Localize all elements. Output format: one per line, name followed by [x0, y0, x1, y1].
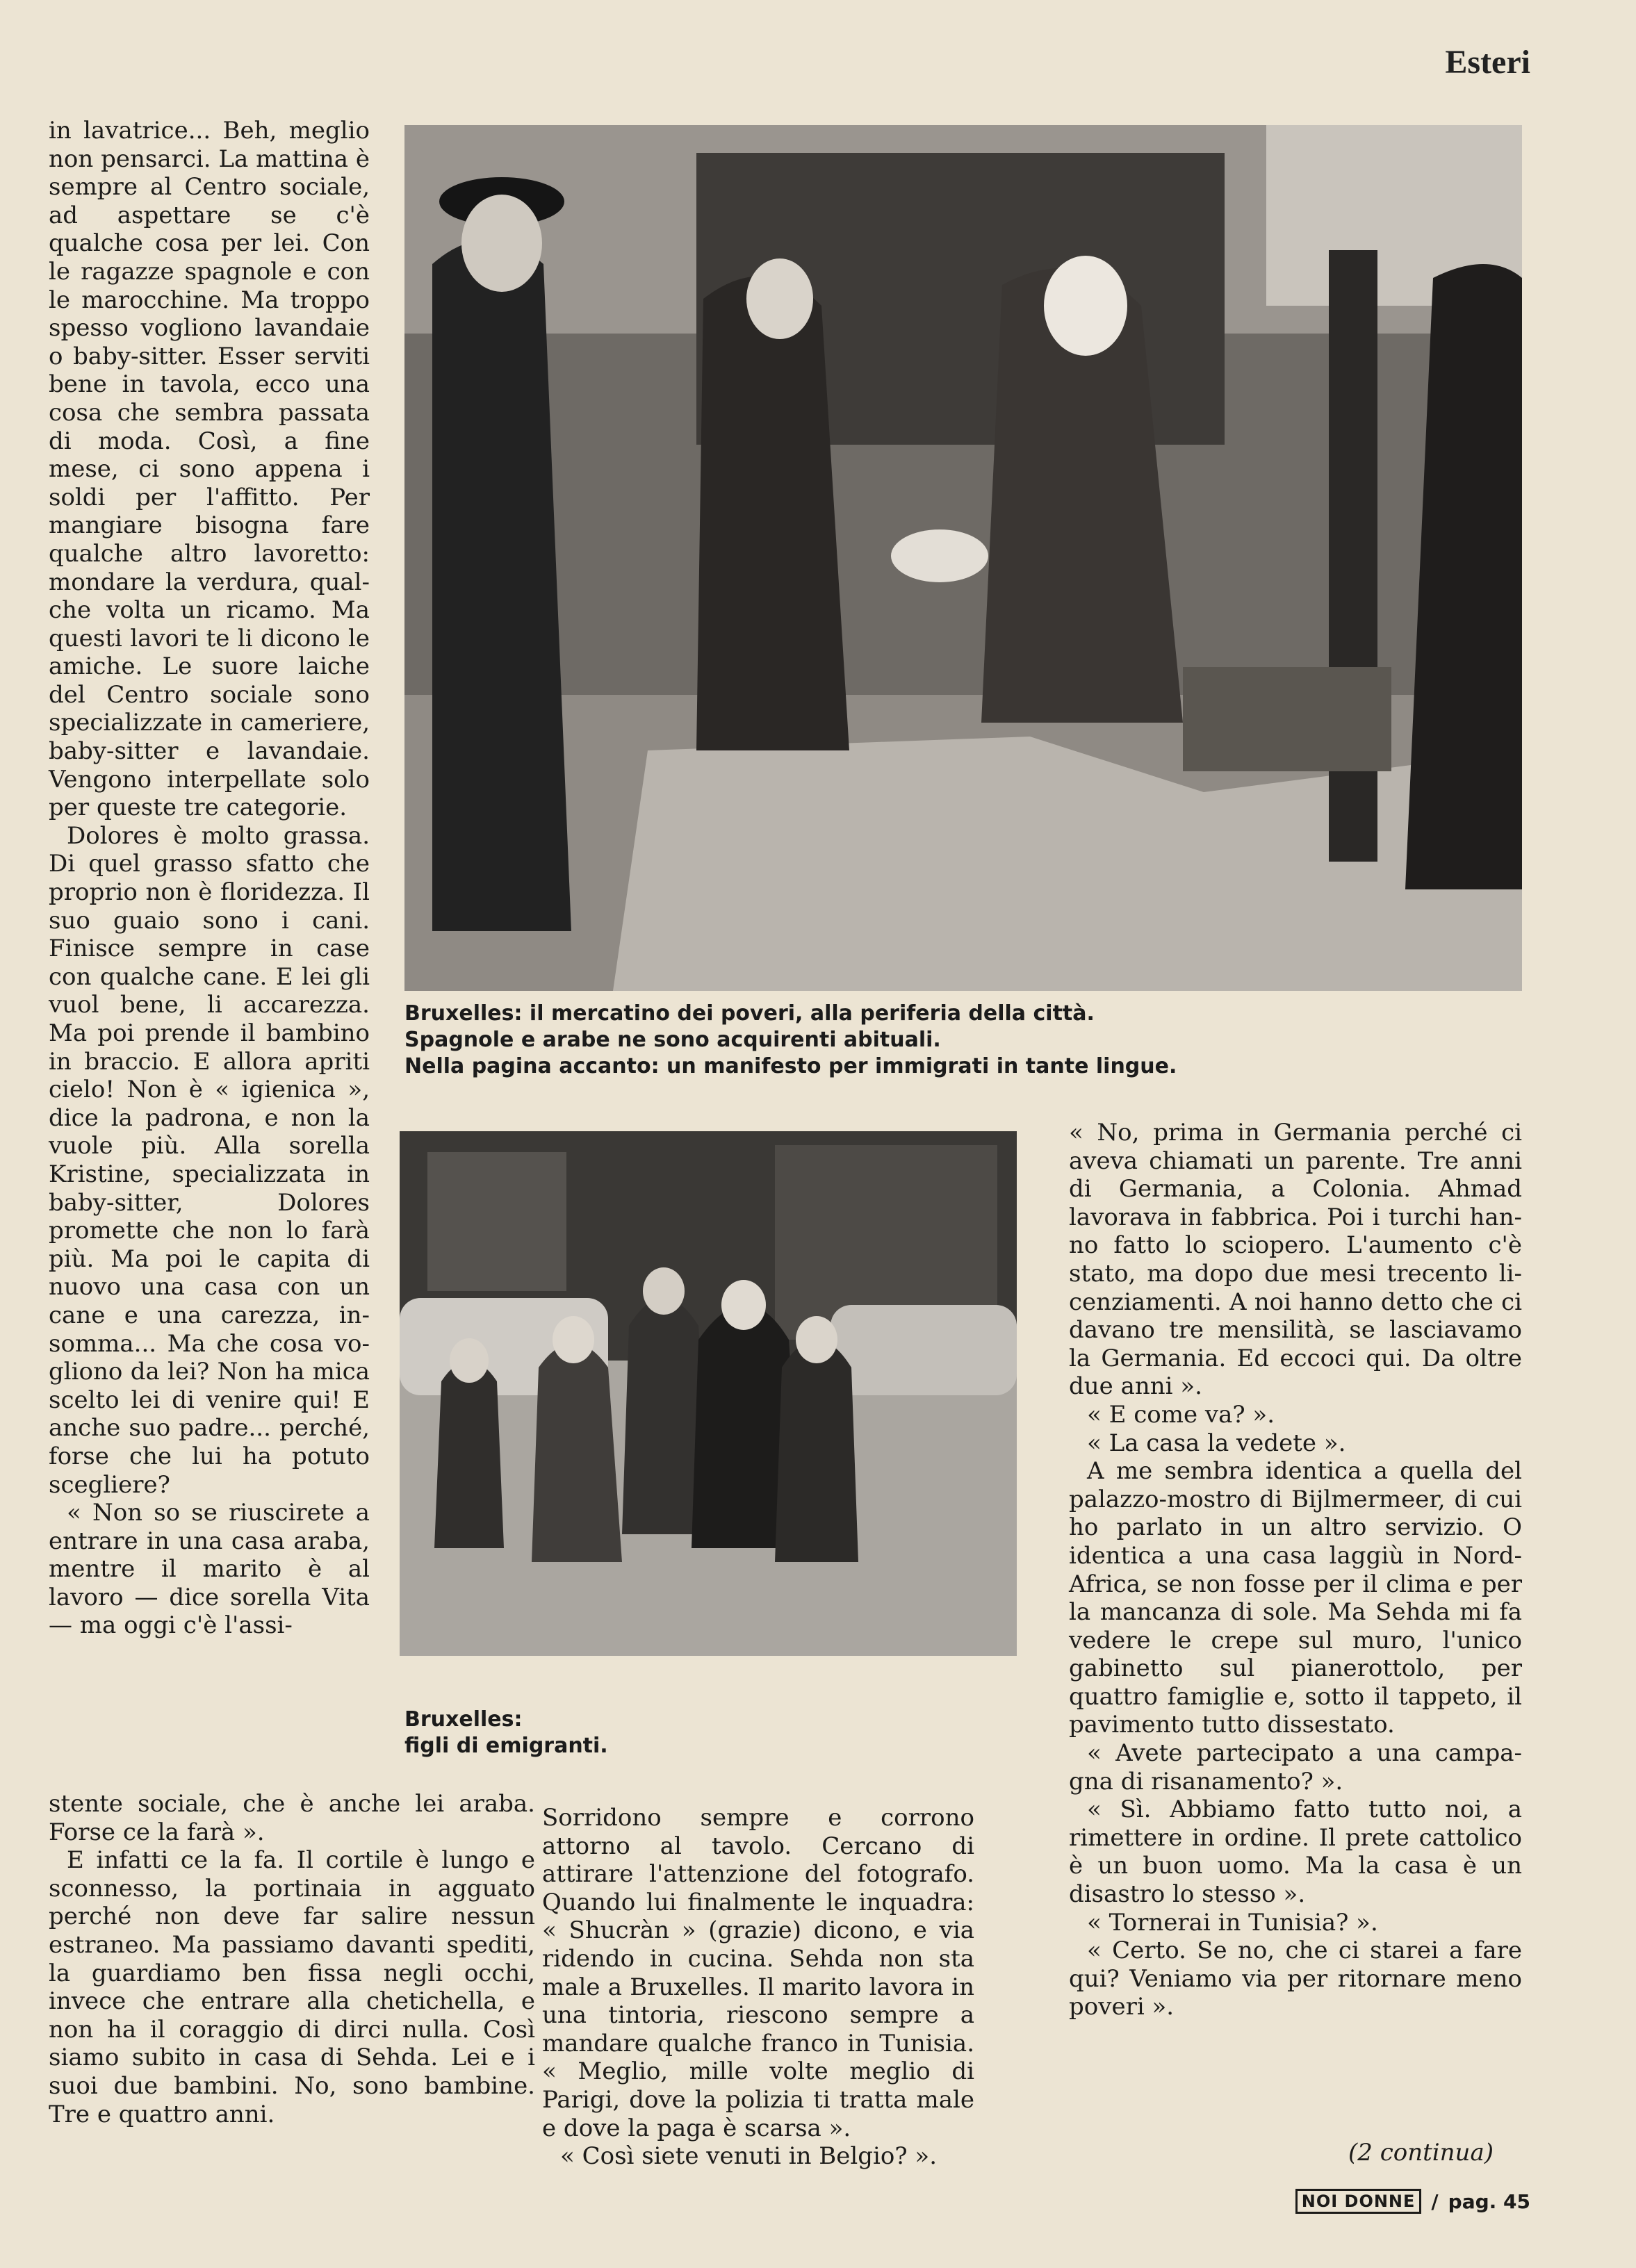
paragraph: « No, prima in Germania perché ci aveva chiamati un parente. Tre anni di Germania, a Colonia. Ahmad lavorava in fabbrica. Poi i turchi hanno fatto lo sciopero. L'aumento c'è stato, ma dopo due mesi trecento licenziamenti. A noi hanno detto che ci davano tre mensilità, se lasciavamo la Germania. Ed eccoci qui. Da oltre due anni ». [1069, 1119, 1522, 1401]
caption-line: Nella pagina accanto: un manifesto per immigrati in tante lingue. [404, 1054, 1177, 1078]
paragraph: A me sembra identica a quella del palazzo-mostro di Bijlmermeer, di cui ho parlato in un altro servizio. O identica a una casa laggiù in Nord-Africa, se non fosse per il clima e per la mancanza di sole. Ma Sehda mi fa vedere le crepe sul muro, l'unico gabinetto sul pianerottolo, per quattro famiglie e, sotto il tappeto, il pavimento tutto dissestato. [1069, 1457, 1522, 1739]
footer-separator: / [1431, 2189, 1439, 2213]
section-title: Esteri [1445, 44, 1530, 81]
paragraph: « Così siete venuti in Belgio? ». [560, 2142, 938, 2171]
market-photo [404, 125, 1522, 991]
paragraph: « Sì. Abbiamo fatto tutto noi, a rimettere in ordine. Il prete cattolico è un buon uomo. Ma la casa è un disastro lo stesso ». [1069, 1796, 1522, 1909]
caption-line: figli di emigranti. [404, 1734, 608, 1758]
page-number: pag. 45 [1448, 2189, 1530, 2213]
children-photo [400, 1131, 1017, 1656]
paragraph: « Tornerai in Tunisia? ». [1087, 1908, 1378, 1937]
paragraph: « Non so se riuscirete a entrare in una casa araba, mentre il marito è al lavoro — dice sorella Vita — ma oggi c'è l'assi- [49, 1499, 370, 1640]
paragraph: Sorridono sempre e corrono attorno al tavolo. Cercano di attirare l'attenzione del fotografo. Quando lui finalmente le inquadra: « Shucràn » (grazie) dicono, e via ridendo in cucina. Sehda non sta male a Bruxelles. Il marito lavora in una tintoria, riescono sempre a mandare qualche franco in Tunisia. « Meglio, mille volte meglio di Parigi, dove la polizia ti tratta male e dove la paga è scarsa ». [542, 1804, 974, 2142]
paragraph: « La casa la vedete ». [1087, 1429, 1346, 1457]
article-column-1 [49, 117, 370, 1640]
page-footer [1295, 2189, 1530, 2214]
paragraph: « Avete partecipato a una campagna di risanamento? ». [1069, 1739, 1522, 1796]
caption-line: Spagnole e arabe ne sono acquirenti abituali. [404, 1028, 941, 1052]
paragraph: in lavatrice... Beh, meglio non pensarci. La mattina è sempre al Centro sociale, ad aspettare se c'è qualche cosa per lei. Con le ragazze spagnole e con le marocchine. Ma troppo spesso vogliono lavandaie o baby-sitter. Esser serviti bene in tavola, ecco una cosa che sembra passata di moda. Così, a fine mese, ci sono appena i soldi per l'affitto. Per mangiare bisogna fare qualche altro lavoretto: mondare la verdura, qualche volta un ricamo. Ma questi lavori te li dicono le amiche. Le suore laiche del Centro sociale sono specializzate in cameriere, baby-sitter e lavandaie. Vengono interpellate solo per queste tre categorie. [49, 117, 370, 822]
children-photo-caption [404, 1707, 710, 1759]
market-photo-caption [404, 1001, 1544, 1080]
paragraph: stente sociale, che è anche lei araba. Forse ce la farà ». [49, 1790, 535, 1846]
paragraph: « E come va? ». [1087, 1400, 1275, 1429]
paragraph: « Certo. Se no, che ci starei a fare qui? Veniamo via per ritornare meno poveri ». [1069, 1937, 1522, 2021]
caption-line: Bruxelles: [404, 1707, 523, 1732]
article-column-2 [542, 1804, 974, 2171]
magazine-logo: NOI DONNE [1295, 2189, 1422, 2214]
article-column-1-continued [49, 1790, 535, 2128]
paragraph: Dolores è molto grassa. Di quel grasso sfatto che proprio non è floridezza. Il suo guaio sono i cani. Finisce sempre in case con qualche cane. E lei gli vuol bene, li accarezza. Ma poi prende il bambino in braccio. E allora apriti cielo! Non è « igienica », dice la padrona, e non la vuole più. Alla sorella Kristine, specializzata in baby-sitter, Dolores promette che non lo farà più. Ma poi le capita di nuovo una casa con un cane e una carezza, insomma... Ma che cosa vogliono da lei? Non ha mica scelto lei di venire qui! E anche suo padre... perché, forse che lui ha potuto scegliere? [49, 821, 370, 1499]
paragraph: E infatti ce la fa. Il cortile è lungo e sconnesso, la portinaia in agguato perché non deve far salire nessun estraneo. Ma passiamo davanti spediti, la guardiamo ben fissa negli occhi, invece che entrare alla chetichella, e non ha il coraggio di dirci nulla. Così siamo subito in casa di Sehda. Lei e i suoi due bambini. No, sono bambine. Tre e quattro anni. [49, 1846, 535, 2128]
continuation-note: (2 continua) [1348, 2139, 1494, 2167]
caption-line: Bruxelles: il mercatino dei poveri, alla periferia della città. [404, 1001, 1095, 1026]
article-column-3 [1069, 1119, 1522, 2021]
